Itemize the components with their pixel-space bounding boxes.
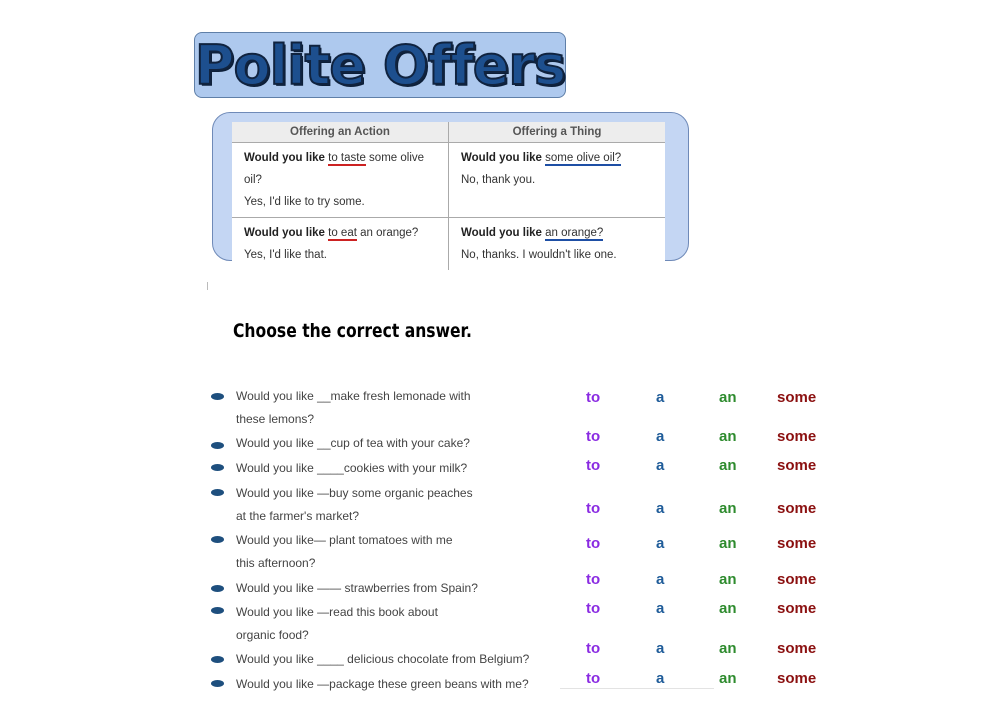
option-some[interactable]: some <box>777 500 817 517</box>
bullet-icon <box>211 489 224 496</box>
question-4-line-1: Would you like —buy some organic peaches <box>236 486 473 500</box>
question-6-line-1: Would you like —— strawberries from Spain? <box>236 581 478 595</box>
option-a[interactable]: a <box>656 535 665 552</box>
option-to[interactable]: to <box>586 571 601 588</box>
option-a[interactable]: a <box>656 571 665 588</box>
action-suffix: an orange? <box>356 226 419 239</box>
option-to[interactable]: to <box>586 670 601 687</box>
option-to[interactable]: to <box>586 428 601 445</box>
option-an[interactable]: an <box>719 428 737 445</box>
action-answer: Yes, I'd like to try some. <box>244 195 365 208</box>
action-target: to taste <box>328 151 366 164</box>
thing-target: some olive oil? <box>545 151 622 164</box>
thing-example-2 <box>449 217 666 270</box>
action-prefix: Would you like <box>244 151 329 164</box>
header-offering-action: Offering an Action <box>232 122 449 142</box>
question-9-line-1: Would you like —package these green beans with me? <box>236 677 529 691</box>
bullet-icon <box>211 393 224 400</box>
option-a[interactable]: a <box>656 600 665 617</box>
action-suffix: some olive oil? <box>244 151 425 186</box>
option-some[interactable]: some <box>777 389 817 406</box>
option-some[interactable]: some <box>777 571 817 588</box>
option-some[interactable]: some <box>777 457 817 474</box>
option-to[interactable]: to <box>586 500 601 517</box>
question-7-line-1: Would you like —read this book about <box>236 605 438 619</box>
action-answer: Yes, I'd like that. <box>244 248 327 261</box>
option-an[interactable]: an <box>719 389 737 406</box>
bullet-icon <box>211 680 224 687</box>
action-prefix: Would you like <box>244 226 329 239</box>
option-some[interactable]: some <box>777 600 817 617</box>
bullet-icon <box>211 464 224 471</box>
bullet-icon <box>211 536 224 543</box>
bottom-divider <box>560 688 714 689</box>
option-some[interactable]: some <box>777 535 817 552</box>
option-to[interactable]: to <box>586 600 601 617</box>
question-5-line-2: this afternoon? <box>236 556 316 570</box>
option-an[interactable]: an <box>719 535 737 552</box>
option-a[interactable]: a <box>656 640 665 657</box>
thing-answer: No, thank you. <box>461 173 536 186</box>
question-5-line-1: Would you like— plant tomatoes with me <box>236 533 453 547</box>
option-some[interactable]: some <box>777 640 817 657</box>
action-target: to eat <box>328 226 357 239</box>
option-a[interactable]: a <box>656 670 665 687</box>
action-example-2 <box>232 217 449 270</box>
option-a[interactable]: a <box>656 389 665 406</box>
question-3-line-1: Would you like ____cookies with your milk? <box>236 461 468 475</box>
thing-prefix: Would you like <box>461 226 546 239</box>
option-to[interactable]: to <box>586 640 601 657</box>
header-offering-thing: Offering a Thing <box>449 122 666 142</box>
option-an[interactable]: an <box>719 500 737 517</box>
option-an[interactable]: an <box>719 670 737 687</box>
thing-answer: No, thanks. I wouldn't like one. <box>461 248 617 261</box>
option-some[interactable]: some <box>777 670 817 687</box>
option-an[interactable]: an <box>719 571 737 588</box>
title-banner <box>194 32 566 98</box>
option-a[interactable]: a <box>656 500 665 517</box>
thing-prefix: Would you like <box>461 151 546 164</box>
option-an[interactable]: an <box>719 457 737 474</box>
bullet-icon <box>211 585 224 592</box>
question-2-line-1: Would you like __cup of tea with your cake? <box>236 436 470 450</box>
option-a[interactable]: a <box>656 457 665 474</box>
question-1-line-2: these lemons? <box>236 412 315 426</box>
question-8-line-1: Would you like ____ delicious chocolate from Belgium? <box>236 652 530 666</box>
option-some[interactable]: some <box>777 428 817 445</box>
thing-example-1 <box>449 142 666 217</box>
action-example-1 <box>232 142 449 217</box>
divider-tick <box>207 282 208 290</box>
grammar-table <box>232 122 665 270</box>
thing-target: an orange? <box>545 226 604 239</box>
option-a[interactable]: a <box>656 428 665 445</box>
page-title: Polite Offers <box>194 33 566 97</box>
option-an[interactable]: an <box>719 600 737 617</box>
bullet-icon <box>211 607 224 614</box>
option-to[interactable]: to <box>586 535 601 552</box>
option-to[interactable]: to <box>586 457 601 474</box>
instruction: Choose the correct answer. <box>233 320 472 342</box>
bullet-icon <box>211 442 224 449</box>
question-7-line-2: organic food? <box>236 628 309 642</box>
question-1-line-1: Would you like __make fresh lemonade with <box>236 389 471 403</box>
question-4-line-2: at the farmer's market? <box>236 509 359 523</box>
option-an[interactable]: an <box>719 640 737 657</box>
bullet-icon <box>211 656 224 663</box>
option-to[interactable]: to <box>586 389 601 406</box>
